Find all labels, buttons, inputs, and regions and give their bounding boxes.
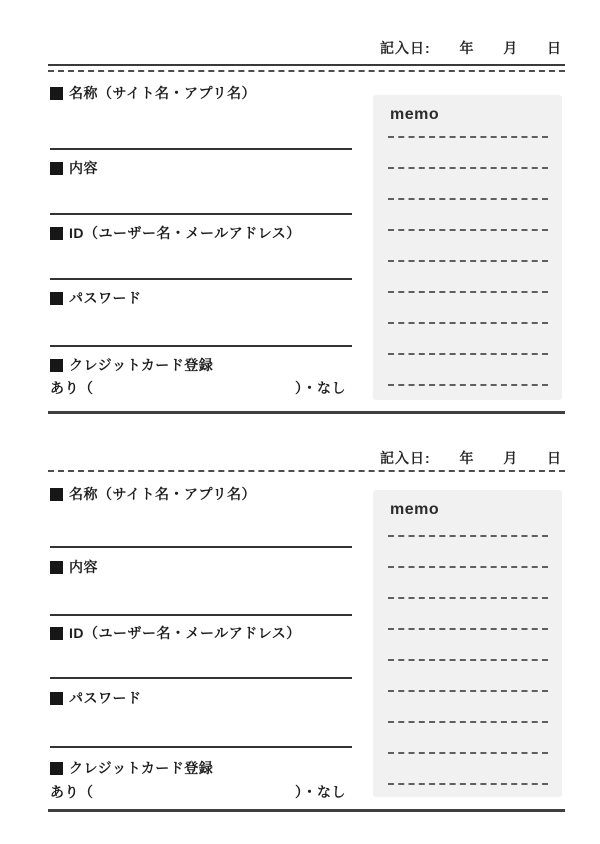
memo-writing-line	[388, 721, 548, 752]
bullet-square-icon	[50, 627, 63, 640]
date-year-label: 年	[459, 450, 475, 466]
bullet-square-icon	[50, 692, 63, 705]
field-label-text: ID（ユーザー名・メールアドレス）	[69, 225, 301, 241]
credit-yes-open-paren: あり（	[50, 784, 94, 800]
field-label-text: クレジットカード登録	[69, 357, 214, 373]
memo-writing-line	[388, 566, 548, 597]
field-password-writing-line	[50, 746, 352, 748]
bullet-square-icon	[50, 762, 63, 775]
credit-yes-open-paren: あり（	[50, 380, 94, 396]
memo-writing-line	[388, 628, 548, 659]
field-id-label	[50, 623, 301, 643]
memo-title: memo	[390, 106, 440, 123]
date-label: 記入日:	[380, 40, 431, 56]
field-label-text: ID（ユーザー名・メールアドレス）	[69, 625, 301, 641]
field-label-text: 名称（サイト名・アプリ名）	[69, 85, 256, 101]
field-site-name-label	[50, 484, 256, 504]
credit-close-paren-no: ）・なし	[295, 784, 346, 800]
field-content-label	[50, 557, 98, 577]
memo-writing-line	[388, 690, 548, 721]
section-divider	[48, 809, 565, 812]
entry-date-row	[380, 448, 562, 468]
field-label-text: 内容	[69, 559, 98, 575]
field-credit-card-label	[50, 758, 213, 778]
field-label-text: 名称（サイト名・アプリ名）	[69, 486, 256, 502]
memo-title: memo	[390, 501, 440, 518]
memo-box	[373, 490, 562, 797]
field-label-text: クレジットカード登録	[69, 760, 214, 776]
field-label-text: パスワード	[69, 290, 142, 306]
memo-lines	[388, 535, 548, 814]
bullet-square-icon	[50, 561, 63, 574]
date-day-label: 日	[546, 40, 562, 56]
memo-writing-line	[388, 535, 548, 566]
credit-close-paren-no: ）・なし	[295, 380, 346, 396]
date-label: 記入日:	[380, 450, 431, 466]
field-label-text: パスワード	[69, 690, 142, 706]
date-month-label: 月	[503, 450, 519, 466]
field-site-name-writing-line	[50, 546, 352, 548]
memo-writing-line	[388, 752, 548, 783]
memo-writing-line	[388, 597, 548, 628]
credit-card-options-row	[50, 782, 346, 802]
date-month-label: 月	[503, 40, 519, 56]
field-label-text: 内容	[69, 160, 98, 176]
field-content-writing-line	[50, 614, 352, 616]
bullet-square-icon	[50, 488, 63, 501]
header-rule	[48, 470, 565, 472]
date-day-label: 日	[546, 450, 562, 466]
date-year-label: 年	[459, 40, 475, 56]
memo-writing-line	[388, 659, 548, 690]
field-id-writing-line	[50, 677, 352, 679]
field-password-label	[50, 688, 142, 708]
